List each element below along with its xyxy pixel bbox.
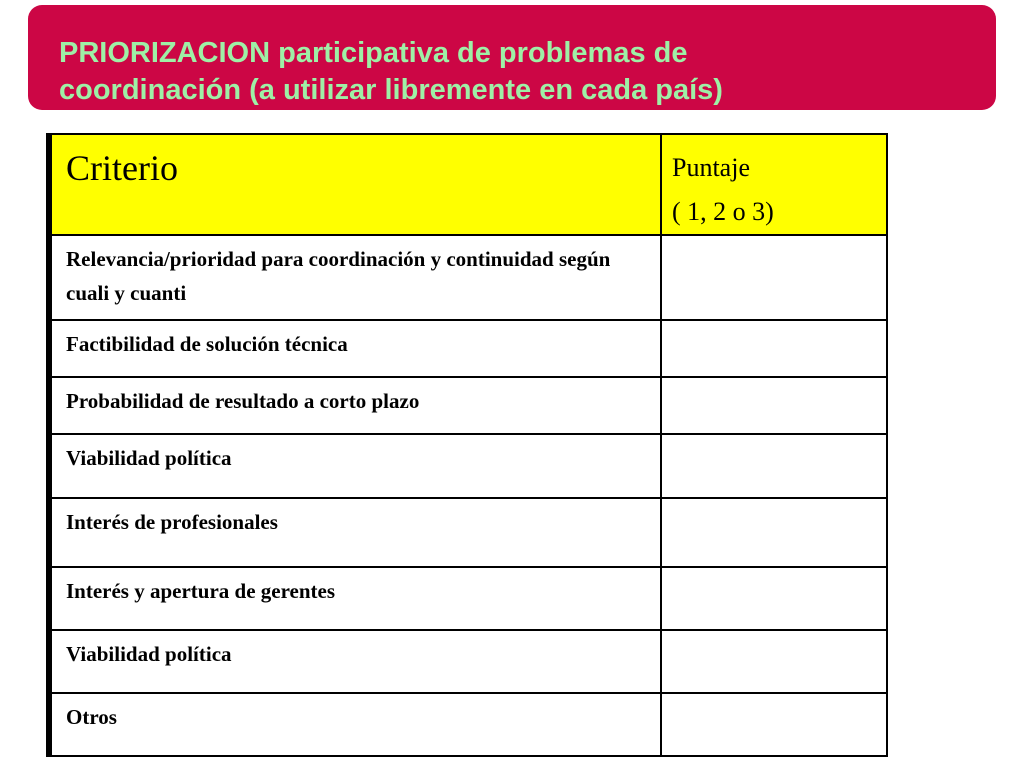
criterio-text: Factibilidad de solución técnica	[66, 332, 348, 356]
criterio-cell	[49, 630, 661, 693]
criterio-cell	[49, 498, 661, 567]
header-puntaje-line1: Puntaje	[672, 153, 750, 182]
table-row	[49, 498, 887, 567]
table-row	[49, 320, 887, 377]
title-banner	[28, 5, 996, 110]
puntaje-cell[interactable]	[661, 320, 887, 377]
criterio-cell	[49, 693, 661, 756]
table-row	[49, 434, 887, 498]
criterio-cell	[49, 320, 661, 377]
criterio-text: Interés de profesionales	[66, 510, 278, 534]
criterio-text: Viabilidad política	[66, 642, 232, 666]
header-criterio	[49, 134, 661, 235]
title-line-2: coordinación (a utilizar libremente en cada país)	[59, 74, 723, 106]
puntaje-cell[interactable]	[661, 630, 887, 693]
criterio-cell	[49, 235, 661, 320]
criterio-cell	[49, 434, 661, 498]
puntaje-cell[interactable]	[661, 498, 887, 567]
criterio-text: Viabilidad política	[66, 446, 232, 470]
header-puntaje-label	[662, 135, 886, 234]
table-row	[49, 693, 887, 756]
title-line-1: PRIORIZACION participativa de problemas de	[59, 37, 688, 69]
puntaje-cell[interactable]	[661, 567, 887, 630]
table-row	[49, 567, 887, 630]
puntaje-cell[interactable]	[661, 693, 887, 756]
table-row	[49, 377, 887, 434]
puntaje-cell[interactable]	[661, 235, 887, 320]
criterio-text: Probabilidad de resultado a corto plazo	[66, 389, 420, 413]
criterio-cell	[49, 377, 661, 434]
table-header-row	[49, 134, 887, 235]
puntaje-cell[interactable]	[661, 434, 887, 498]
header-criterio-label: Criterio	[66, 148, 178, 188]
criterio-text: Relevancia/prioridad para coordinación y continuidad según cuali y cuanti	[66, 247, 611, 305]
criterio-cell	[49, 567, 661, 630]
table-row	[49, 235, 887, 320]
criterio-text: Interés y apertura de gerentes	[66, 579, 336, 603]
criterio-text: Otros	[66, 705, 117, 729]
criteria-table	[46, 133, 888, 757]
header-puntaje-line2: ( 1, 2 o 3)	[672, 197, 774, 226]
header-puntaje	[661, 134, 887, 235]
table-row	[49, 630, 887, 693]
puntaje-cell[interactable]	[661, 377, 887, 434]
